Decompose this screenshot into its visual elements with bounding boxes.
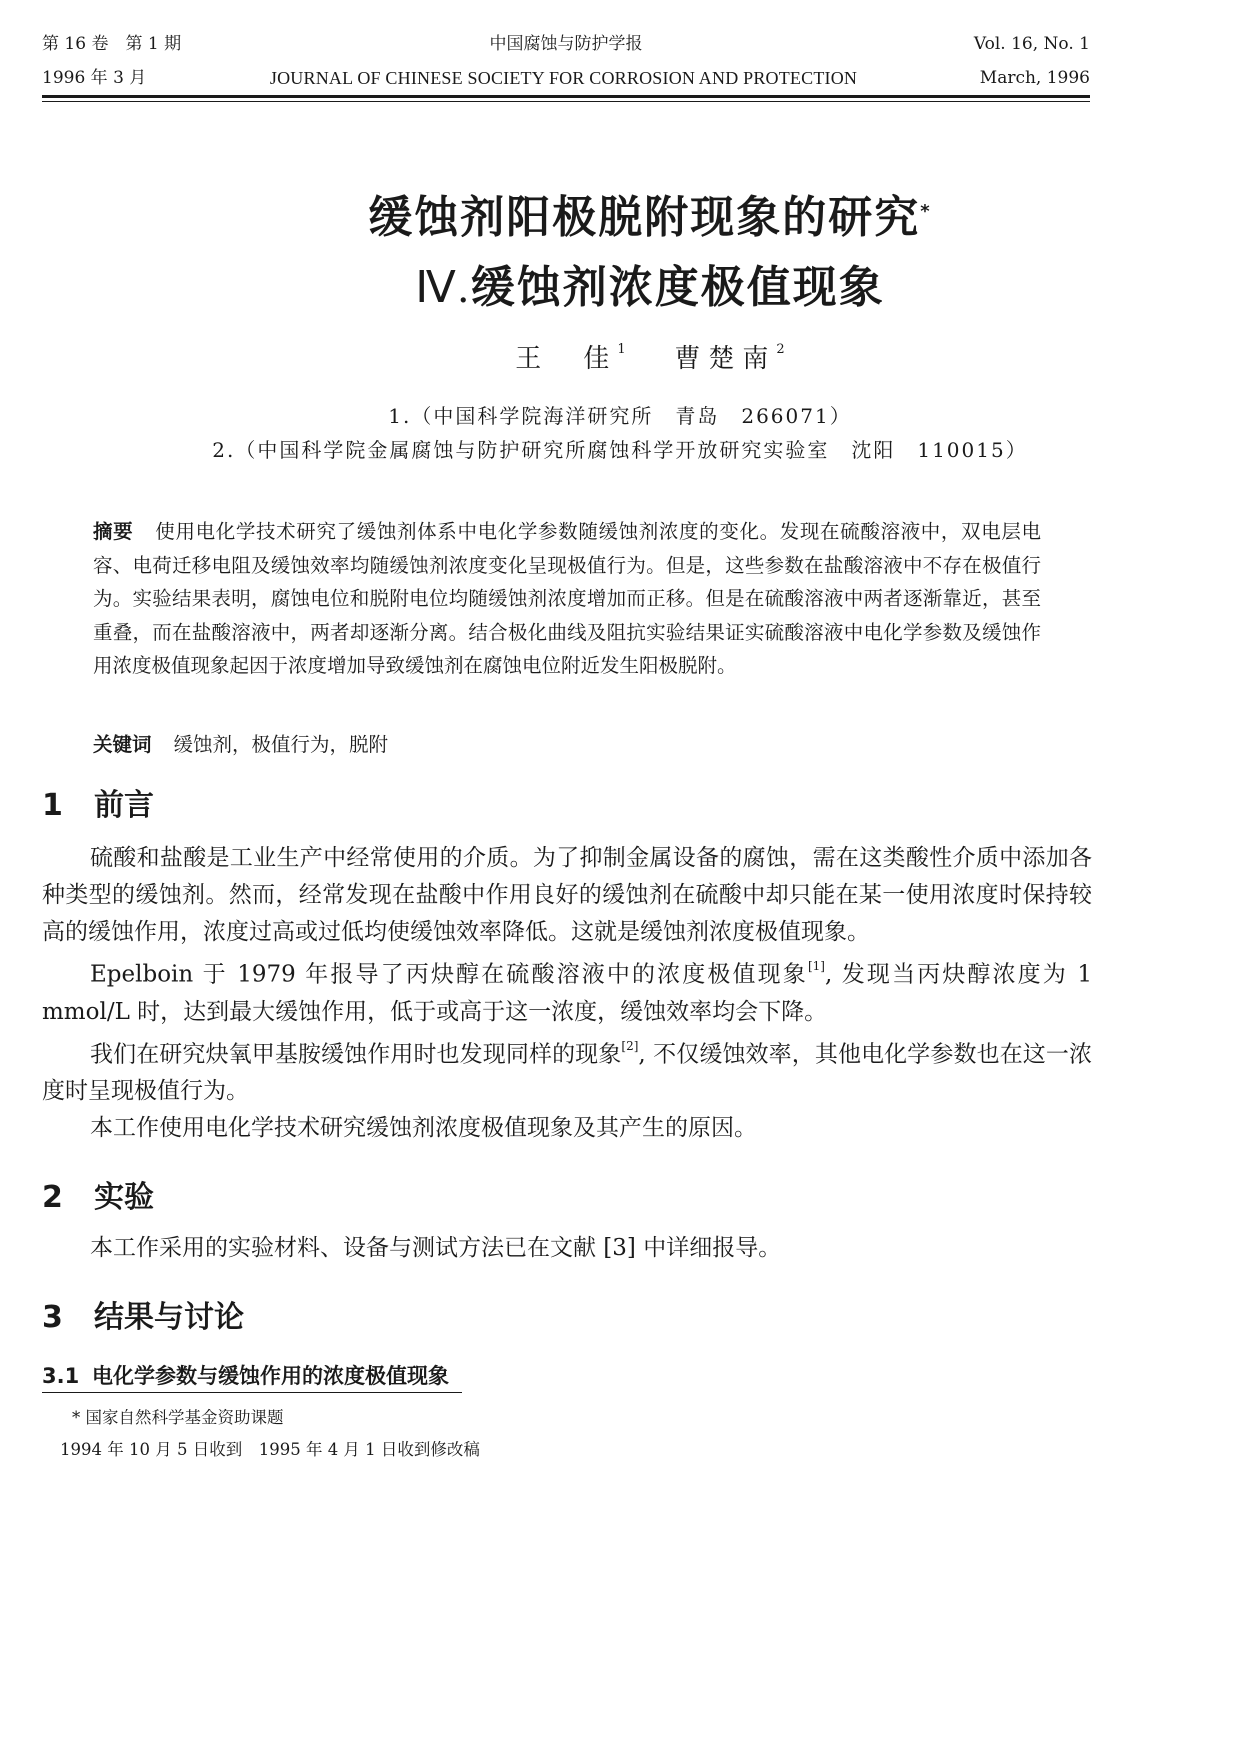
paragraph: 我们在研究炔氧甲基胺缓蚀作用时也发现同样的现象[2], 不仅缓蚀效率，其他电化学参数也在这一浓度时呈现极值行为。 [42, 1038, 1093, 1105]
author-name: 王 佳 [515, 344, 618, 374]
subsection-heading-3-1 [42, 1360, 449, 1390]
subsection-number: 3.1 [42, 1364, 80, 1388]
keywords-label: 关键词 [93, 733, 152, 756]
journal-name-en: JOURNAL OF CHINESE SOCIETY FOR CORROSION AND PROTECTION [269, 68, 858, 88]
affiliation-1: 1.（中国科学院海洋研究所 青岛 266071） [388, 404, 852, 428]
paragraph: 本工作使用电化学技术研究缓蚀剂浓度极值现象及其产生的原因。 [90, 1115, 757, 1142]
header-rule-thin [42, 101, 1090, 102]
footnote-funding: * 国家自然科学基金资助课题 [72, 1408, 284, 1427]
footnote-received-dates: 1994 年 10 月 5 日收到 1995 年 4 月 1 日收到修改稿 [60, 1440, 480, 1459]
section-number: 3 [42, 1300, 63, 1335]
abstract-text: 使用电化学技术研究了缓蚀剂体系中电化学参数随缓蚀剂浓度的变化。发现在硫酸溶液中，双电层电容、电荷迁移电阻及缓蚀效率均随缓蚀剂浓度变化呈现极值行为。但是，这些参数在盐酸溶液中不存在极值行为。实验结果表明，腐蚀电位和脱附电位均随缓蚀剂浓度增加而正移。但是在硫酸溶液中两者逐渐靠近，甚至重叠，而在盐酸溶液中，两者却逐渐分离。结合极化曲线及阻抗实验结果证实硫酸溶液中电化学参数及缓蚀作用浓度极值现象起因于浓度增加导致缓蚀剂在腐蚀电位附近发生阳极脱附。 [93, 520, 1041, 677]
section-number: 1 [42, 788, 63, 823]
paragraph: Epelboin 于 1979 年报导了丙炔醇在硫酸溶液中的浓度极值现象[1], 发现当丙炔醇浓度为 1 mmol/L 时，达到最大缓蚀作用，低于或高于这一浓度，缓蚀效率均会下降。 [42, 959, 1092, 1025]
paragraph: 本工作采用的实验材料、设备与测试方法已在文献 [3] 中详细报导。 [90, 1235, 782, 1261]
section-number: 2 [42, 1180, 63, 1215]
volume-issue-en: Vol. 16, No. 1 [973, 34, 1090, 54]
author-list [60, 338, 1240, 375]
title-footnote-mark: * [920, 201, 932, 222]
experiment-body [42, 1230, 1092, 1267]
author-affil-mark: 1 [617, 342, 626, 358]
section-heading-1 [42, 780, 154, 824]
article-subtitle [60, 262, 1240, 314]
abstract [93, 515, 1041, 683]
section-heading-3 [42, 1292, 244, 1336]
subtitle-roman-numeral: Ⅳ. [415, 263, 471, 312]
author-name: 曹楚南 [674, 344, 777, 374]
volume-issue-cn: 第 16 卷 第 1 期 [42, 34, 182, 54]
title-line-1: 缓蚀剂阳极脱附现象的研究 [368, 192, 921, 243]
section-title: 前言 [94, 788, 154, 823]
header-rule-thick [42, 95, 1090, 98]
paragraph: 硫酸和盐酸是工业生产中经常使用的介质。为了抑制金属设备的腐蚀，需在这类酸性介质中添加各种类型的缓蚀剂。然而，经常发现在盐酸中作用良好的缓蚀剂在硫酸中却只能在某一使用浓度时保持较高的缓蚀作用，浓度过高或过低均使缓蚀效率降低。这就是缓蚀剂浓度极值现象。 [42, 845, 1092, 945]
affiliation-2: 2.（中国科学院金属腐蚀与防护研究所腐蚀科学开放研究实验室 沈阳 110015） [212, 438, 1028, 462]
abstract-label: 摘要 [93, 520, 134, 543]
section-title: 实验 [94, 1180, 154, 1215]
keywords [93, 729, 388, 757]
section-title: 结果与讨论 [94, 1300, 244, 1335]
author-affil-mark: 2 [776, 342, 785, 358]
journal-name-cn: 中国腐蚀与防护学报 [489, 34, 643, 54]
citation-ref: [2] [621, 1038, 639, 1053]
citation-ref: [1] [807, 959, 825, 973]
subsection-title: 电化学参数与缓蚀作用的浓度极值现象 [92, 1364, 449, 1388]
date-en: March, 1996 [979, 68, 1090, 88]
keywords-text: 缓蚀剂，极值行为，脱附 [173, 733, 389, 756]
date-cn: 1996 年 3 月 [42, 68, 147, 88]
introduction-body [42, 840, 1092, 1147]
article-title [60, 192, 1240, 244]
title-line-2: 缓蚀剂浓度极值现象 [470, 262, 885, 313]
footnote-rule [42, 1392, 462, 1393]
section-heading-2 [42, 1172, 154, 1216]
